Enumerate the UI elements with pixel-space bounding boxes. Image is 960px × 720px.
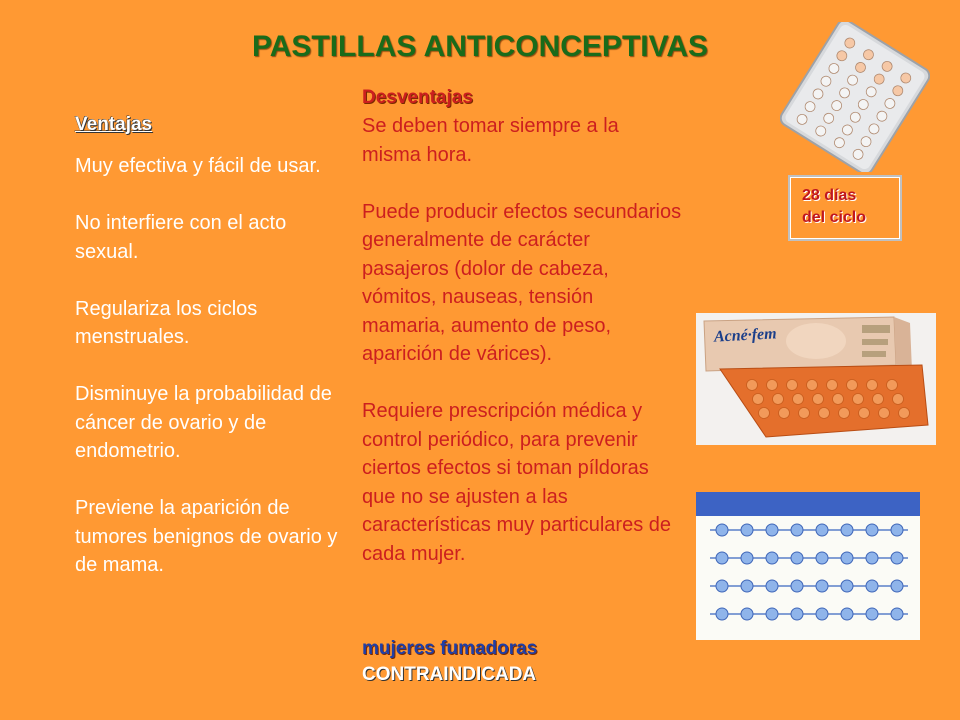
contraceptive-box-image bbox=[696, 313, 936, 445]
pill-dot bbox=[716, 552, 728, 564]
pill-dot bbox=[879, 408, 890, 419]
pill-dot bbox=[839, 408, 850, 419]
pill-dot bbox=[891, 580, 903, 592]
pill-dot bbox=[833, 394, 844, 405]
pill-dot bbox=[791, 524, 803, 536]
pill-dot bbox=[753, 394, 764, 405]
desventaja-item: Se deben tomar siempre a la misma hora. bbox=[362, 115, 619, 166]
desventajas-list bbox=[362, 86, 682, 597]
pill-dot bbox=[766, 552, 778, 564]
pill-dot bbox=[816, 580, 828, 592]
desventajas-heading: Desventajas bbox=[362, 87, 473, 108]
pill-dot bbox=[867, 380, 878, 391]
pill-dot bbox=[716, 524, 728, 536]
pill-dot bbox=[807, 380, 818, 391]
pill-dot bbox=[891, 608, 903, 620]
pill-dot bbox=[779, 408, 790, 419]
ventajas-list bbox=[75, 152, 340, 608]
cycle-label-line2: del ciclo bbox=[802, 209, 867, 226]
packet-brand-label: Acné·fem bbox=[713, 325, 778, 346]
pill-dot bbox=[819, 408, 830, 419]
pill-dot bbox=[767, 380, 778, 391]
pill-dot bbox=[716, 608, 728, 620]
pill-dot bbox=[766, 524, 778, 536]
page-title: PASTILLAS ANTICONCEPTIVAS bbox=[251, 30, 709, 63]
ventajas-heading: Ventajas bbox=[75, 114, 153, 135]
pill-dot bbox=[841, 552, 853, 564]
pill-dot bbox=[716, 580, 728, 592]
pill-dot bbox=[773, 394, 784, 405]
pill-dot bbox=[759, 408, 770, 419]
pill-sequence-diagram bbox=[696, 492, 920, 640]
pill-dot bbox=[741, 580, 753, 592]
pill-blister-pack-image bbox=[780, 22, 930, 172]
pill-dot bbox=[816, 608, 828, 620]
pill-dot bbox=[899, 408, 910, 419]
pill-dot bbox=[891, 552, 903, 564]
pill-dot bbox=[887, 380, 898, 391]
pill-dot bbox=[841, 580, 853, 592]
pill-dot bbox=[741, 552, 753, 564]
pill-dot bbox=[747, 380, 758, 391]
smokers-line: mujeres fumadoras bbox=[362, 638, 538, 659]
ventaja-item: Previene la aparición de tumores benignos de ovario y de mama. bbox=[75, 497, 338, 576]
pill-dot bbox=[891, 524, 903, 536]
pill-dot bbox=[787, 380, 798, 391]
pill-dot bbox=[791, 608, 803, 620]
cycle-label-box bbox=[788, 175, 902, 241]
pill-dot bbox=[793, 394, 804, 405]
pill-dot bbox=[866, 580, 878, 592]
ventaja-item: Disminuye la probabilidad de cáncer de ovario y de endometrio. bbox=[75, 383, 332, 462]
pill-dot bbox=[866, 608, 878, 620]
pill-dot bbox=[791, 552, 803, 564]
pill-dot bbox=[827, 380, 838, 391]
ventaja-item: Regulariza los ciclos menstruales. bbox=[75, 297, 258, 348]
pill-dot bbox=[841, 524, 853, 536]
pill-dot bbox=[893, 394, 904, 405]
pill-dot bbox=[766, 580, 778, 592]
pill-dot bbox=[847, 380, 858, 391]
pill-dot bbox=[841, 608, 853, 620]
ventaja-item: Muy efectiva y fácil de usar. bbox=[75, 155, 321, 177]
smokers-warning bbox=[362, 636, 537, 688]
pill-dot bbox=[799, 408, 810, 419]
pill-dot bbox=[791, 580, 803, 592]
cycle-label-line1: 28 días bbox=[802, 187, 857, 204]
pill-dot bbox=[859, 408, 870, 419]
contraindicated-label: CONTRAINDICADA bbox=[362, 664, 537, 685]
pill-dot bbox=[866, 524, 878, 536]
pill-dot bbox=[816, 552, 828, 564]
pill-dot bbox=[853, 394, 864, 405]
pill-dot bbox=[741, 608, 753, 620]
ventaja-item: No interfiere con el acto sexual. bbox=[75, 212, 287, 263]
desventaja-item: Requiere prescripción médica y control periódico, para prevenir ciertos efectos si toman píldoras que no se ajusten a las características muy particulares de cada mujer. bbox=[362, 400, 672, 565]
desventaja-item: Puede producir efectos secundarios generalmente de carácter pasajeros (dolor de cabeza, vómitos, nauseas, tensión mamaria, aumento de peso, aparición de várices). bbox=[362, 200, 682, 365]
pill-dot bbox=[766, 608, 778, 620]
pill-dot bbox=[866, 552, 878, 564]
pill-dot bbox=[816, 524, 828, 536]
pill-dot bbox=[813, 394, 824, 405]
pill-dot bbox=[741, 524, 753, 536]
pill-dot bbox=[873, 394, 884, 405]
